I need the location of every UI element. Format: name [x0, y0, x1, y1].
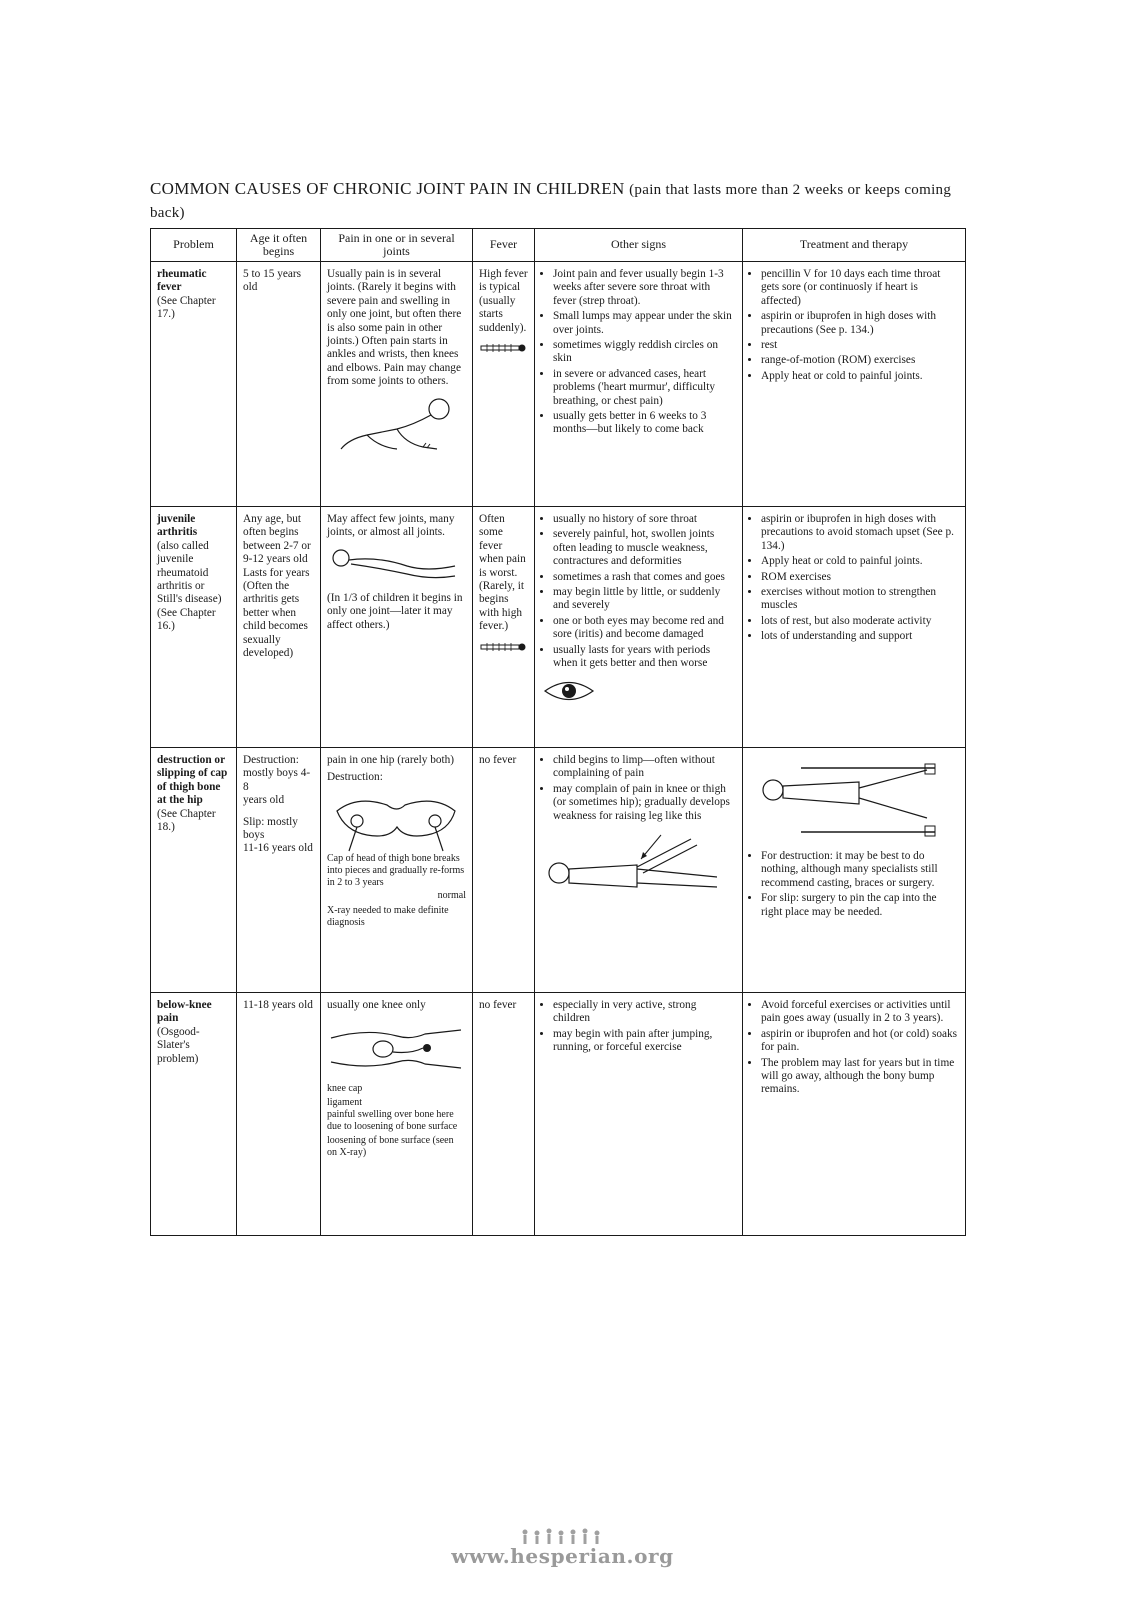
hesperian-figures-icon [515, 1528, 611, 1544]
problem-cell [151, 748, 237, 993]
pain-note: Destruction: [327, 771, 383, 784]
fever-cell: no fever [473, 748, 535, 993]
table-row [151, 748, 966, 993]
treatment-cell [743, 993, 966, 1236]
age-line: Slip: mostly boys [243, 815, 298, 842]
problem-note: (also called juvenile rheumatoid arthritis or Still's disease) (See Chapter 16.) [157, 539, 222, 633]
fever-text: Often some fever when pain is worst. (Rarely, it begins with high fever.) [479, 513, 526, 633]
col-header-pain: Pain in one or in several joints [321, 229, 473, 262]
treatment-list [749, 999, 959, 1097]
col-header-fever: Fever [473, 229, 535, 262]
thermometer-icon [479, 640, 527, 654]
child-with-crutches-illustration [749, 760, 945, 844]
treatment-item: • aspirin or ibuprofen in high doses with precautions to avoid stomach upset (See p. 134.) [761, 513, 959, 553]
problem-note: (Osgood-Slater's problem) [157, 1025, 200, 1065]
pain-text: May affect few joints, many joints, or almost all joints. [327, 513, 455, 539]
signs-item: • in severe or advanced cases, heart problems ('heart murmur', difficulty breathing, or chest pain) [553, 368, 736, 408]
xray-note: X-ray needed to make definite diagnosis [327, 905, 449, 929]
pain-note: (In 1/3 of children it begins in only one joint—later it may affect others.) [327, 591, 463, 631]
signs-item: • sometimes a rash that comes and goes [553, 571, 736, 584]
problem-name: destruction or slipping of cap of thigh bone at the hip [157, 754, 228, 807]
pain-text: usually one knee only [327, 999, 426, 1011]
signs-item: • child begins to limp—often without complaining of pain [553, 754, 736, 781]
col-header-problem: Problem [151, 229, 237, 262]
signs-cell [535, 993, 743, 1236]
treatment-list [749, 850, 959, 919]
signs-cell [535, 748, 743, 993]
problem-note: (See Chapter 17.) [157, 294, 216, 321]
child-stiff-posture-illustration [327, 546, 465, 586]
treatment-item: • aspirin or ibuprofen in high doses with precautions (See p. 134.) [761, 310, 959, 337]
signs-item: • usually gets better in 6 weeks to 3 months—but likely to come back [553, 410, 736, 437]
title-main: COMMON CAUSES OF CHRONIC JOINT PAIN IN CHILDREN [150, 179, 625, 198]
signs-list [541, 754, 736, 823]
pain-cell [321, 993, 473, 1236]
treatment-list [749, 268, 959, 383]
signs-item: • Small lumps may appear under the skin over joints. [553, 310, 736, 337]
signs-item: • may begin with pain after jumping, running, or forceful exercise [553, 1028, 736, 1055]
signs-item: • sometimes wiggly reddish circles on skin [553, 339, 736, 366]
age-line: 11-16 years old [243, 842, 313, 855]
treatment-cell [743, 507, 966, 748]
problem-name: juvenile arthritis [157, 513, 198, 539]
joint-pain-table [150, 228, 966, 1236]
treatment-list [749, 513, 959, 644]
sore-eye-icon [541, 676, 597, 706]
signs-cell [535, 262, 743, 507]
treatment-item: • lots of understanding and support [761, 630, 959, 643]
age-line: years old [243, 794, 285, 807]
treatment-item: • ROM exercises [761, 571, 959, 584]
fever-cell [473, 262, 535, 507]
signs-item: • may begin little by little, or suddenly and severely [553, 586, 736, 613]
signs-item: • may complain of pain in knee or thigh (or sometimes hip); gradually develops weakness for raising leg like this [553, 783, 736, 823]
age-line: Destruction: [243, 754, 299, 766]
age-line: mostly boys 4-8 [243, 767, 311, 793]
signs-cell [535, 507, 743, 748]
treatment-cell [743, 262, 966, 507]
table-row [151, 993, 966, 1236]
treatment-item: • pencillin V for 10 days each time throat gets sore (or continuosly if heart is affected) [761, 268, 959, 308]
hesperian-logo [430, 1528, 695, 1568]
child-raising-leg-illustration [541, 829, 737, 899]
col-header-age: Age it often begins [237, 229, 321, 262]
treatment-item: • Apply heat or cold to painful joints. [761, 370, 959, 383]
treatment-item: • rest [761, 339, 959, 352]
hip-normal-label: normal [437, 889, 466, 901]
ligament-label: ligament [327, 1096, 362, 1108]
treatment-item: • aspirin or ibuprofen and hot (or cold) soaks for pain. [761, 1028, 959, 1055]
fever-text: High fever is typical (usually starts suddenly). [479, 268, 528, 334]
pain-text: Usually pain is in several joints. (Rarely it begins with severe pain and swelling in only one joint, but often there is also some pain in other joints.) Often pain starts in ankles and wrists, then knees and elbows. Pain may change from some joints to others. [327, 268, 462, 388]
pain-cell [321, 748, 473, 993]
signs-item: • Joint pain and fever usually begin 1-3 weeks after severe sore throat with fever (strep throat). [553, 268, 736, 308]
problem-note: (See Chapter 18.) [157, 807, 216, 834]
problem-cell [151, 507, 237, 748]
treatment-item: • exercises without motion to strengthen muscles [761, 586, 959, 613]
table-row [151, 262, 966, 507]
signs-item: • usually no history of sore throat [553, 513, 736, 526]
thermometer-icon [479, 341, 527, 355]
treatment-item: • lots of rest, but also moderate activity [761, 615, 959, 628]
knee-bone-illustration [327, 1018, 465, 1082]
problem-name: below-knee pain [157, 999, 212, 1025]
col-header-signs: Other signs [535, 229, 743, 262]
age-cell: Any age, but often begins between 2-7 or 9-12 years old Lasts for years (Often the arthritis gets better when child becomes sexually developed) [237, 507, 321, 748]
header-row [151, 229, 966, 262]
hip-cap-label: Cap of head of thigh bone breaks into pieces and gradually re-forms in 2 to 3 years [327, 852, 465, 888]
signs-item: • severely painful, hot, swollen joints often leading to muscle weakness, contractures and deformities [553, 528, 736, 568]
treatment-item: • Apply heat or cold to painful joints. [761, 555, 959, 568]
signs-list [541, 999, 736, 1055]
pain-text: pain in one hip (rarely both) [327, 754, 455, 766]
signs-list [541, 268, 736, 437]
child-kneeling-illustration [327, 395, 465, 457]
age-cell: 5 to 15 years old [237, 262, 321, 507]
title-sub: (pain that lasts more than 2 weeks or keeps coming back) [150, 182, 952, 221]
hesperian-site[interactable]: www.hesperian.org [451, 1544, 674, 1568]
fever-cell: no fever [473, 993, 535, 1236]
pain-cell [321, 262, 473, 507]
age-cell: 11-18 years old [237, 993, 321, 1236]
swelling-label: painful swelling over bone here due to loosening of bone surface [327, 1109, 458, 1133]
treatment-item: • The problem may last for years but in time will go away, although the bony bump remains. [761, 1057, 959, 1097]
table-row [151, 507, 966, 748]
kneecap-label: knee cap [327, 1083, 363, 1095]
problem-name: rheumatic fever [157, 268, 207, 294]
loosening-label: loosening of bone surface (seen on X-ray) [327, 1135, 454, 1159]
signs-list [541, 513, 736, 670]
treatment-item: • Avoid forceful exercises or activities until pain goes away (usually in 2 to 3 years). [761, 999, 959, 1026]
treatment-item: • For destruction: it may be best to do nothing, although many specialists still recommend casting, braces or surgery. [761, 850, 959, 890]
pain-cell [321, 507, 473, 748]
treatment-cell [743, 748, 966, 993]
signs-item: • especially in very active, strong children [553, 999, 736, 1026]
signs-item: • usually lasts for years with periods when it gets better and then worse [553, 644, 736, 671]
problem-cell [151, 993, 237, 1236]
problem-cell [151, 262, 237, 507]
age-cell [237, 748, 321, 993]
signs-item: • one or both eyes may become red and sore (iritis) and become damaged [553, 615, 736, 642]
treatment-item: • range-of-motion (ROM) exercises [761, 354, 959, 367]
hip-bone-illustration [327, 791, 465, 853]
treatment-item: • For slip: surgery to pin the cap into the right place may be needed. [761, 892, 959, 919]
col-header-treatment: Treatment and therapy [743, 229, 966, 262]
fever-cell [473, 507, 535, 748]
page-title [150, 178, 965, 224]
